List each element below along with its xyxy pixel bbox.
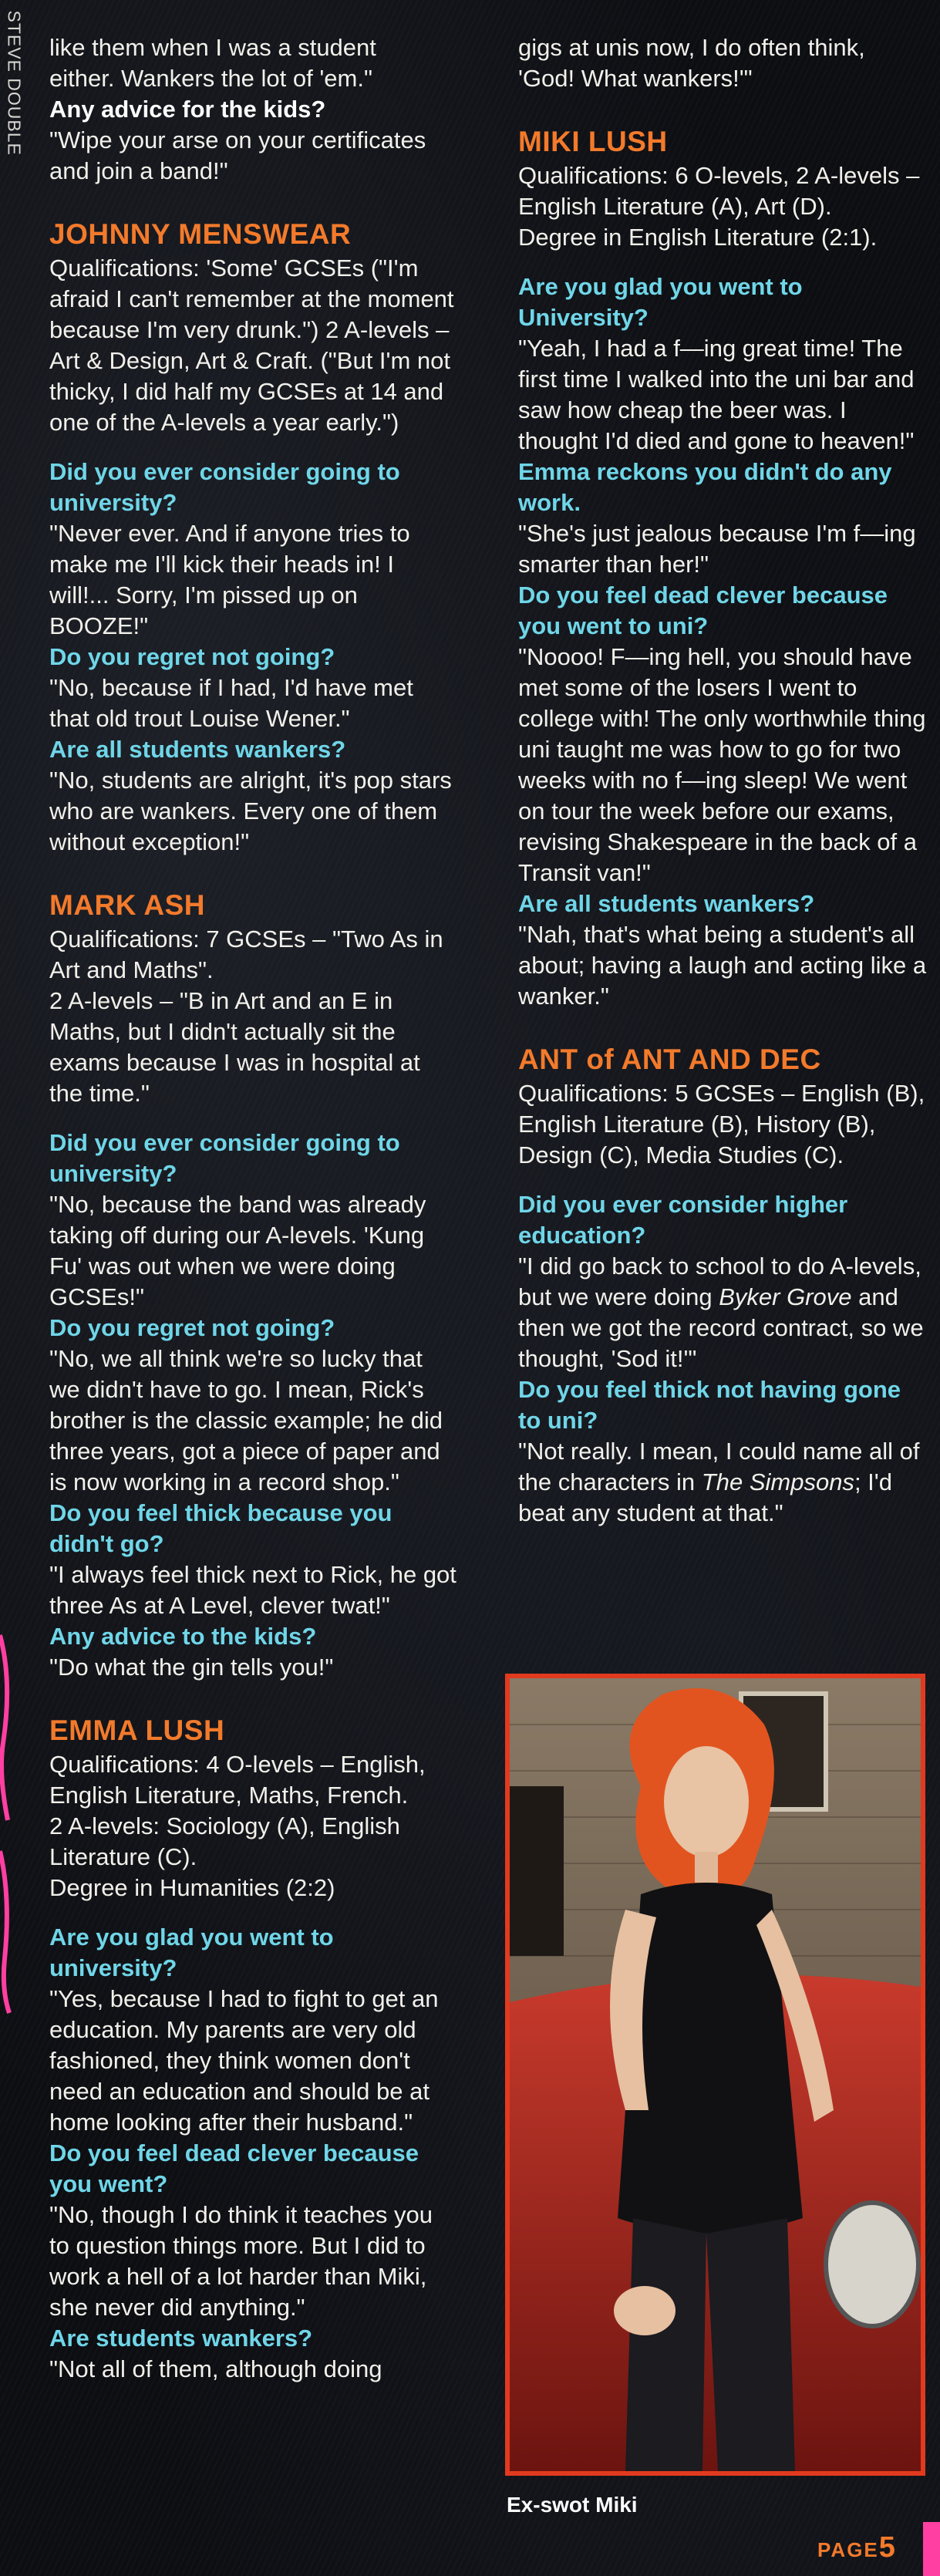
answer: "Never ever. And if anyone tries to make me I'll kick their heads in! I will!... Sorry, I'm pissed up on BOOZE!" xyxy=(49,520,410,639)
qualifications: Qualifications: 'Some' GCSEs ("I'm afraid I can't remember at the moment because I'm very drunk.") 2 A-levels – Art & Design, Art & Craft. ("But I'm not thicky, I did half my GCSEs at 14 and one of the A-levels a year early.") xyxy=(49,255,454,436)
pink-swirl-graphic xyxy=(0,1620,12,2021)
portrait-illustration xyxy=(510,1678,921,2471)
question: Emma reckons you didn't do any work. xyxy=(518,458,892,516)
photo-miki xyxy=(505,1674,925,2476)
qualifications: Qualifications: 4 O-levels – English, English Literature, Maths, French. xyxy=(49,1751,426,1809)
qualifications: Degree in English Literature (2:1). xyxy=(518,224,878,251)
page-number xyxy=(817,2531,895,2564)
answer: "Nah, that's what being a student's all about; having a laugh and acting like a wanker." xyxy=(518,921,927,1010)
question: Any advice for the kids? xyxy=(49,96,326,123)
left-column xyxy=(49,32,458,2385)
answer: "I always feel thick next to Rick, he got three As at A Level, clever twat!" xyxy=(49,1561,457,1619)
interviewee-name: MARK ASH xyxy=(49,889,206,921)
question: Are students wankers? xyxy=(49,2325,313,2352)
question: Do you feel thick because you didn't go? xyxy=(49,1499,393,1557)
photo-caption: Ex-swot Miki xyxy=(507,2493,638,2517)
qualifications: Degree in Humanities (2:2) xyxy=(49,1874,335,1901)
answer: "I did go back to school to do A-levels, but we were doing Byker Grove and then we got the record contract, so we thought, 'Sod it!'" xyxy=(518,1253,924,1372)
answer: "Not all of them, although doing xyxy=(49,2355,382,2382)
left-edge-decoration xyxy=(0,1620,12,2021)
question: Do you feel dead clever because you went? xyxy=(49,2139,419,2197)
interviewee-name: MIKI LUSH xyxy=(518,126,668,157)
answer: "She's just jealous because I'm f—ing smarter than her!" xyxy=(518,520,916,578)
interviewee-name: ANT of ANT AND DEC xyxy=(518,1044,821,1075)
page-edge-tab xyxy=(923,2522,940,2576)
answer: "No, we all think we're so lucky that we didn't have to go. I mean, Rick's brother is the classic example; he did three years, got a piece of paper and is now working in a record shop." xyxy=(49,1345,443,1495)
question: Did you ever consider higher education? xyxy=(518,1191,848,1249)
question: Do you regret not going? xyxy=(49,1314,335,1341)
qualifications: Qualifications: 7 GCSEs – "Two As in Art and Maths". xyxy=(49,926,443,983)
question: Do you feel thick not having gone to uni? xyxy=(518,1376,901,1434)
question: Do you feel dead clever because you went to uni? xyxy=(518,582,888,639)
question: Do you regret not going? xyxy=(49,643,335,670)
question: Did you ever consider going to university? xyxy=(49,1129,400,1187)
answer: "Not really. I mean, I could name all of the characters in The Simpsons; I'd beat any student at that." xyxy=(518,1438,920,1526)
qualifications: 2 A-levels: Sociology (A), English Literature (C). xyxy=(49,1812,400,1870)
answer: "Noooo! F—ing hell, you should have met some of the losers I went to college with! The only worthwhile thing uni taught me was how to go for two weeks with no f—ing sleep! We went on tour the week before our exams, revising Shakespeare in the back of a Transit van!" xyxy=(518,643,926,886)
right-column xyxy=(518,32,927,1529)
answer: "Yeah, I had a f—ing great time! The first time I walked into the uni bar and saw how cheap the beer was. I thought I'd died and gone to heaven!" xyxy=(518,335,915,454)
page-label: PAGE xyxy=(817,2538,879,2561)
answer: "No, though I do think it teaches you to question things more. But I did to work a hell of a lot harder than Miki, she never did anything." xyxy=(49,2201,433,2321)
answer: "No, students are alright, it's pop stars who are wankers. Every one of them without exception!" xyxy=(49,767,452,855)
question: Are all students wankers? xyxy=(518,890,815,917)
question: Are all students wankers? xyxy=(49,736,346,763)
intro-line: like them when I was a student xyxy=(49,34,376,61)
page-number-value: 5 xyxy=(878,2531,895,2564)
question: Any advice to the kids? xyxy=(49,1623,317,1650)
qualifications: 2 A-levels – "B in Art and an E in Maths, but I didn't actually sit the exams because I was in hospital at the time." xyxy=(49,987,420,1107)
interviewee-name: JOHNNY MENSWEAR xyxy=(49,218,352,250)
interviewee-name: EMMA LUSH xyxy=(49,1715,225,1746)
question: Are you glad you went to university? xyxy=(49,1924,334,1981)
question: Are you glad you went to University? xyxy=(518,273,803,331)
intro-line: either. Wankers the lot of 'em." xyxy=(49,65,372,92)
answer-continued: gigs at unis now, I do often think, 'God! What wankers!'" xyxy=(518,34,865,92)
answer: "Wipe your arse on your certificates and join a band!" xyxy=(49,126,426,184)
answer: "Yes, because I had to fight to get an education. My parents are very old fashioned, they think women don't need an education and should be at home looking after their husband." xyxy=(49,1985,439,2136)
answer: "No, because the band was already taking off during our A-levels. 'Kung Fu' was out when we were doing GCSEs!" xyxy=(49,1191,426,1310)
answer: "No, because if I had, I'd have met that old trout Louise Wener." xyxy=(49,674,413,732)
qualifications: Qualifications: 6 O-levels, 2 A-levels – English Literature (A), Art (D). xyxy=(518,162,920,220)
photo-credit: STEVE DOUBLE xyxy=(4,10,25,156)
answer: "Do what the gin tells you!" xyxy=(49,1654,334,1681)
qualifications: Qualifications: 5 GCSEs – English (B), English Literature (B), History (B), Design (C), Media Studies (C). xyxy=(518,1080,925,1168)
question: Did you ever consider going to university? xyxy=(49,458,400,516)
